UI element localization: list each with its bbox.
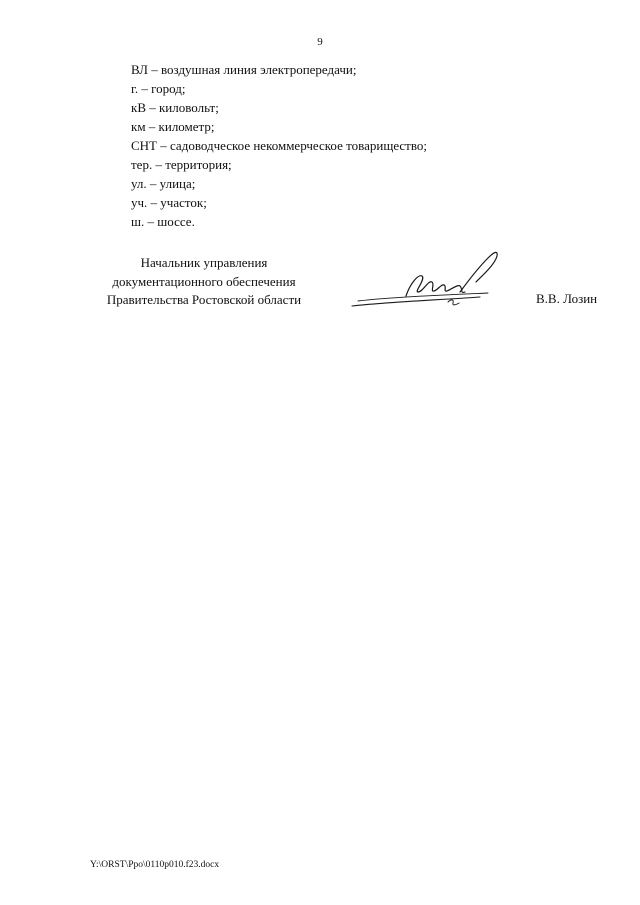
signer-position-line: Правительства Ростовской области <box>106 292 302 307</box>
abbreviation-item: СНТ – садоводческое некоммерческое товарищество; <box>131 138 428 153</box>
abbreviation-list <box>131 60 427 231</box>
abbreviation-item: тер. – территория; <box>131 157 232 172</box>
abbreviation-item: км – километр; <box>131 119 215 134</box>
footer-file-path: Y:\ORST\Ppo\0110p010.f23.docx <box>90 860 220 870</box>
signer-position <box>84 254 324 310</box>
signer-position-line: документационного обеспечения <box>112 273 296 289</box>
abbreviation-item: уч. – участок; <box>131 195 207 210</box>
abbreviation-item: г. – город; <box>131 81 186 96</box>
abbreviation-item: ш. – шоссе. <box>131 214 195 229</box>
abbreviation-item: ул. – улица; <box>131 176 196 191</box>
abbreviation-item: кВ – киловольт; <box>131 100 219 115</box>
signer-position-line: Начальник управления <box>140 255 268 270</box>
signer-name: В.В. Лозин <box>536 291 598 306</box>
abbreviation-item: ВЛ – воздушная линия электропередачи; <box>131 62 357 77</box>
page-number: 9 <box>317 36 323 48</box>
handwritten-signature <box>348 244 510 312</box>
